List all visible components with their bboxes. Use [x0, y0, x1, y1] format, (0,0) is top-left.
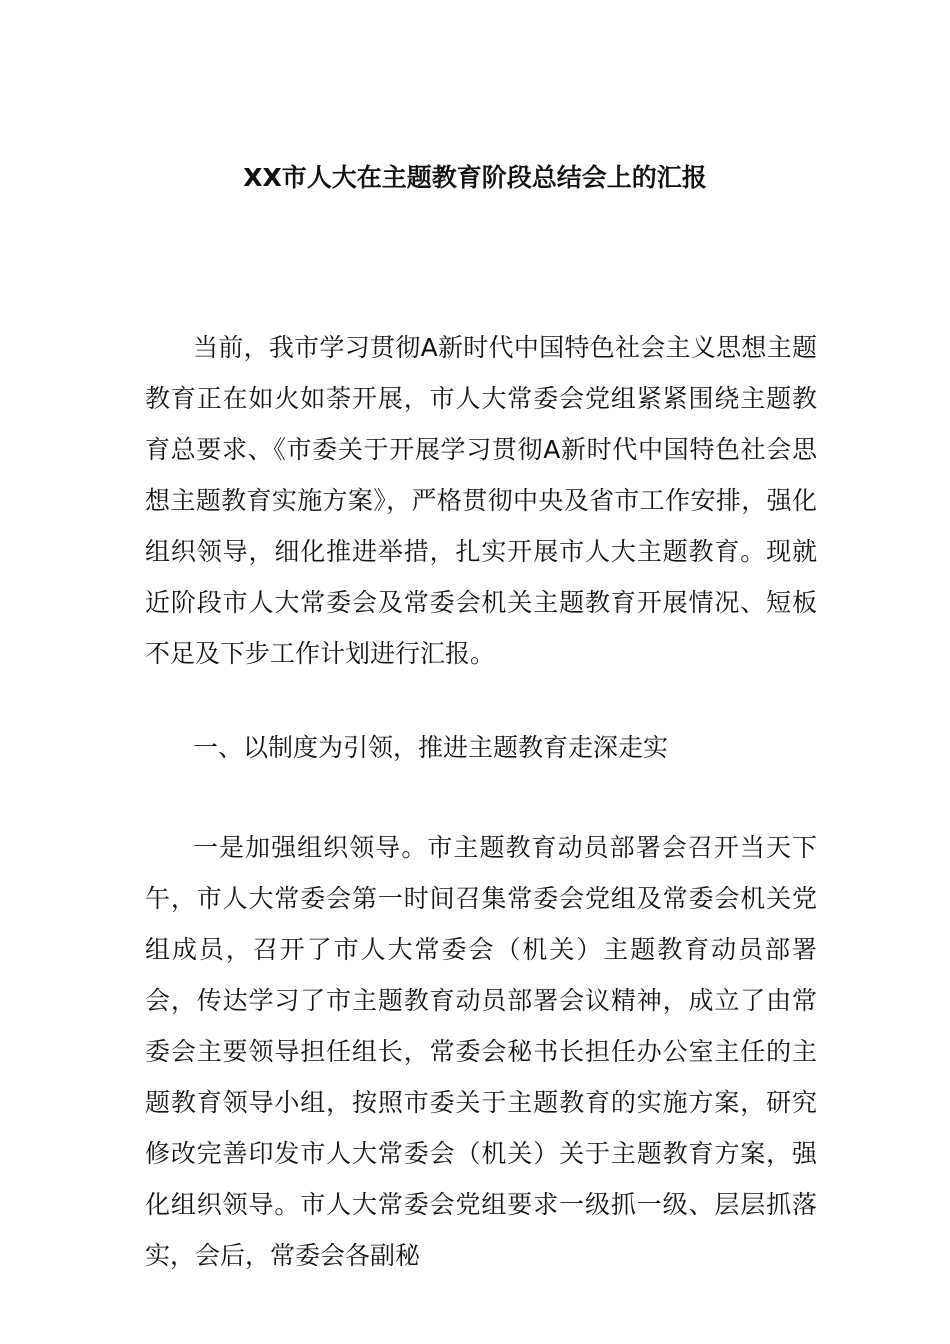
document-title: XX市人大在主题教育阶段总结会上的汇报 — [243, 163, 707, 192]
section-heading: 一、以制度为引领，推进主题教育走深走实 — [193, 733, 669, 762]
body-paragraph: 当前，我市学习贯彻A新时代中国特色社会主义思想主题教育正在如火如荼开展，市人大常委会党组紧紧围绕主题教育总要求、《市委关于开展学习贯彻A新时代中国特色社会思想主题教育实施方案》，严格贯彻中央及省市工作安排，强化组织领导，细化推进举措，扎实开展市人大主题教育。现就近阶段市人大常委会及常委会机关主题教育开展情况、短板不足及下步工作计划进行汇报。 — [145, 333, 817, 668]
body-paragraph: 一是加强组织领导。市主题教育动员部署会召开当天下午，市人大常委会第一时间召集常委会党组及常委会机关党组成员，召开了市人大常委会（机关）主题教育动员部署会，传达学习了市主题教育动员部署会议精神，成立了由常委会主要领导担任组长，常委会秘书长担任办公室主任的主题教育领导小组，按照市委关于主题教育的实施方案，研究修改完善印发市人大常委会（机关）关于主题教育方案，强化组织领导。市人大常委会党组要求一级抓一级、层层抓落实，会后，常委会各副秘 — [145, 833, 817, 1270]
